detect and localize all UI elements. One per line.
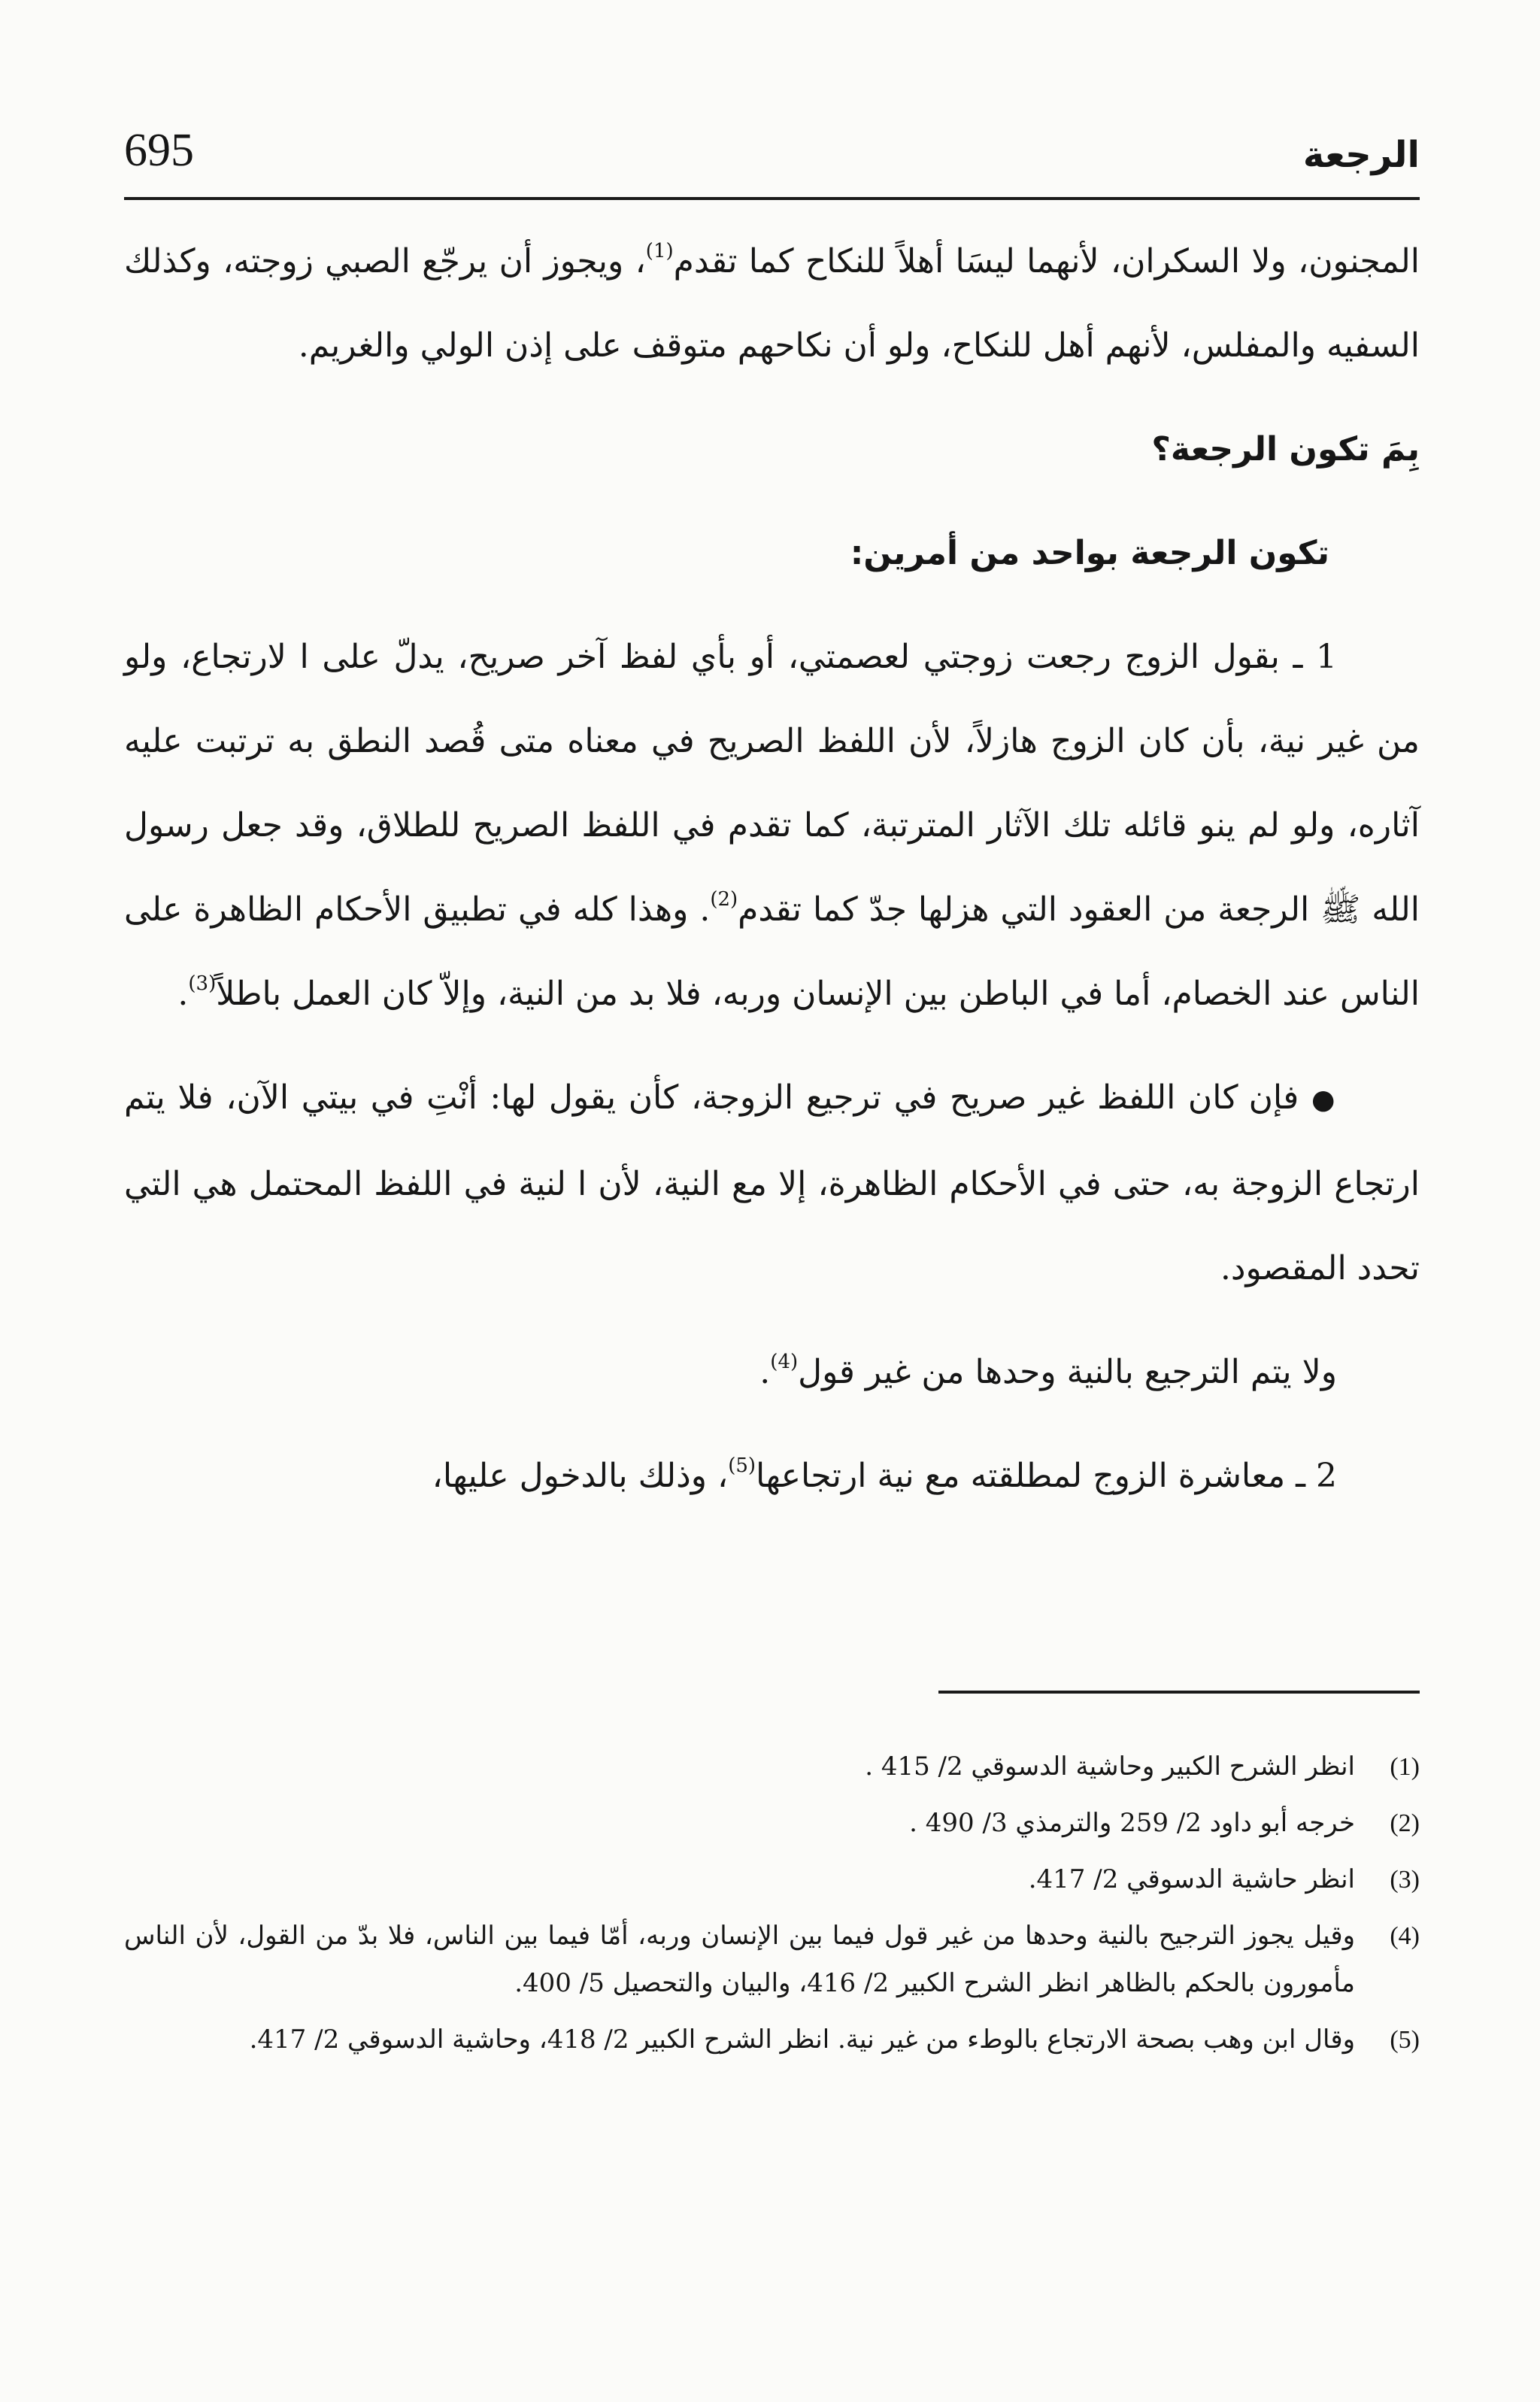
subsection-heading: تكون الرجعة بواحد من أمرين: [850,534,1329,572]
footnote-text: انظر حاشية الدسوقي 2/ 417. [1028,1864,1355,1894]
no-intent-paragraph: ولا يتم الترجيع بالنية وحدها من غير قول$^{(4)}$. [759,1351,1337,1391]
footnote-text: وقال ابن وهب بصحة الارتجاع بالوطء من غير نية. انظر الشرح الكبير 2/ 418، وحاشية الدسوقي 2/ 417. [249,2024,1355,2055]
footnote-item [124,1912,1420,2007]
footnote-item [124,1856,1420,1903]
page-number: 695 [124,125,194,176]
section-heading: بِمَ تكون الرجعة؟ [1151,430,1420,469]
item-1-paragraph: 1 ـ بقول الزوج رجعت زوجتي لعصمتي، أو بأي لفظ آخر صريح، يدلّ على ا لارتجاع، ولو من غير نية، بأن كان الزوج هازلاً، لأن اللفظ الصريح في معناه متى قُصد النطق به ترتبت عليه آثاره، ولو لم ينو قائله تلك الآثار المترتبة، كما تقدم في اللفظ الصريح للطلاق، وقد جعل رسول الله ﷺ الرجعة من العقود التي هزلها جدّ كما تقدم$^{(2)}$. وهذا كله في تطبيق الأحكام الظاهرة على الناس عند الخصام، أما في الباطن بين الإنسان وربه، فلا بد من النية، وإلاّ كان العمل باطلاً$^{(3)}$. [124,638,1420,1013]
chapter-title: الرجعة [1302,134,1420,176]
footnote-ref-2[interactable]: (2) [710,888,738,911]
footnote-item [124,1743,1420,1791]
intro-paragraph: المجنون، ولا السكران، لأنهما ليسَا أهلاً للنكاح كما تقدم$^{(1)}$، ويجوز أن يرجّع الصبي زوجته، وكذلك السفيه والمفلس، لأنهم أهل للنكاح، ولو أن نكاحهم متوقف على إذن الولي والغريم. [124,240,1420,365]
footnote-text: وقيل يجوز الترجيح بالنية وحدها من غير قول فيما بين الإنسان وربه، أمّا فيما بين الناس، فلا بدّ من القول، لأن الناس مأمورون بالحكم بالظاهر انظر الشرح الكبير 2/ 416، والبيان والتحصيل 5/ 400. [124,1921,1356,1998]
footnote-ref-1[interactable]: (1) [645,240,674,263]
running-header [124,113,1420,200]
footnote-divider [938,1691,1420,1694]
footnote-item [124,1800,1420,1847]
footnotes [124,1743,1420,2073]
footnote-number: (4) [1390,1922,1420,1950]
bullet-paragraph: ● فإن كان اللفظ غير صريح في ترجيع الزوجة، كأن يقول لها: أنْتِ في بيتي الآن، فلا يتم ارتجاع الزوجة به، حتى في الأحكام الظاهرة، إلا مع النية، لأن ا لنية في اللفظ المحتمل هي التي تحدد المقصود. [124,1078,1420,1287]
footnote-text: انظر الشرح الكبير وحاشية الدسوقي 2/ 415 . [865,1751,1355,1782]
footnote-number: (5) [1390,2026,1420,2054]
main-text [124,220,1420,1518]
footnote-ref-4[interactable]: (4) [770,1351,799,1374]
footnote-ref-5[interactable]: (5) [728,1454,756,1478]
footnote-number: (1) [1390,1753,1420,1781]
footnote-number: (2) [1390,1809,1420,1837]
item-2-paragraph: 2 ـ معاشرة الزوج لمطلقته مع نية ارتجاعها$^{(5)}$، وذلك بالدخول عليها، [432,1454,1337,1495]
footnote-ref-3[interactable]: (3) [188,972,217,996]
footnote-number: (3) [1390,1866,1420,1894]
footnote-item [124,2016,1420,2064]
bullet-icon: ● [1311,1084,1337,1115]
footnote-text: خرجه أبو داود 2/ 259 والترمذي 3/ 490 . [909,1808,1355,1838]
